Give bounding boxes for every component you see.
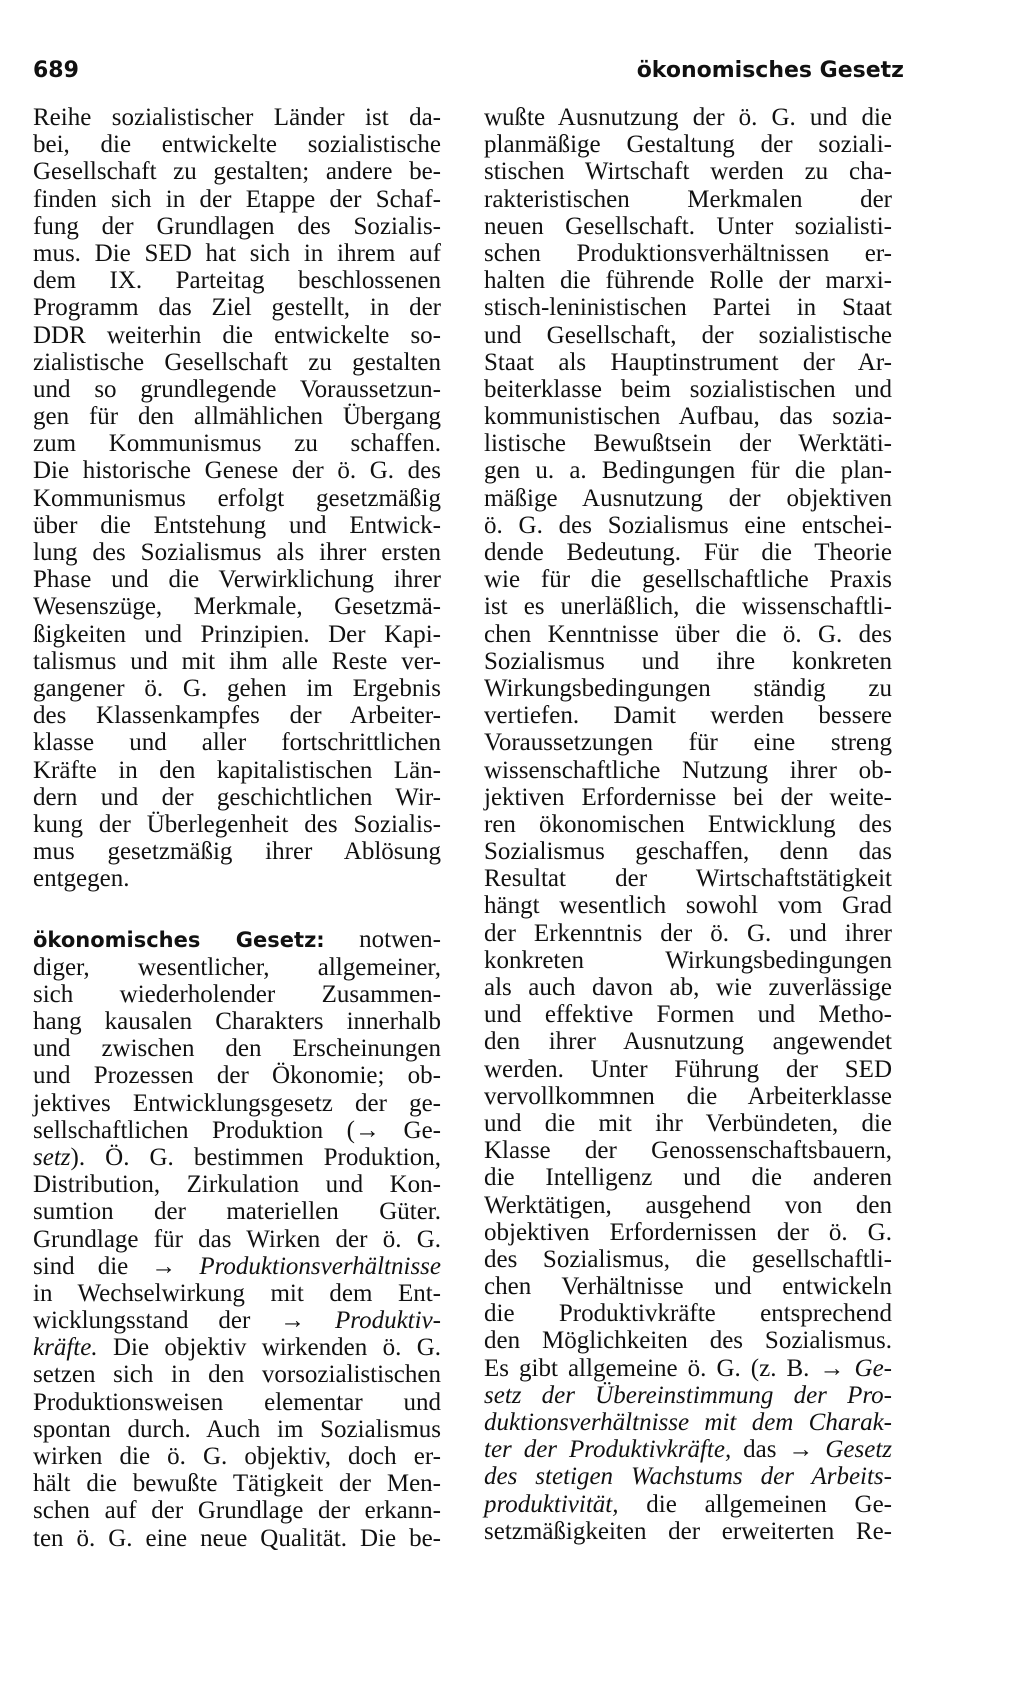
text-line: Klasse der Genossenschaftsbauern, (484, 1137, 892, 1165)
left-column (33, 104, 441, 1552)
text-line: Gesellschaft zu gestalten; andere be- (33, 158, 441, 186)
text-line: fung der Grundlagen des Sozialis- (33, 212, 441, 240)
text-line: Phase und die Verwirklichung ihrer (33, 566, 441, 594)
entry-line: Produktionsweisen elementar und (33, 1388, 441, 1416)
page-number: 689 (33, 58, 79, 83)
text-line: Kommunismus erfolgt gesetzmäßig (33, 484, 441, 512)
text-line: und so grundlegende Voraussetzun- (33, 375, 441, 403)
entry-line: diger, wesentlicher, allgemeiner, (33, 953, 441, 981)
dictionary-entry (33, 926, 441, 1551)
cross-reference: Produktionsverhältnisse (199, 1252, 441, 1280)
entry-line: sind die → Produktionsverhältnisse (33, 1252, 441, 1280)
entry-line: Distribution, Zirkulation und Kon- (33, 1171, 441, 1199)
text-line: gen für den allmählichen Übergang (33, 403, 441, 431)
text-line: Programm das Ziel gestellt, in der (33, 294, 441, 322)
entry-line: spontan durch. Auch im Sozialismus (33, 1415, 441, 1443)
right-paragraph (484, 104, 892, 1355)
text-line: dende Bedeutung. Für die Theorie (484, 539, 892, 566)
text-line: den Möglichkeiten des Sozialismus. (484, 1327, 892, 1355)
page-header (33, 58, 904, 92)
text-line (484, 1409, 892, 1436)
text-line: planmäßige Gestaltung der soziali- (484, 131, 892, 159)
text-line: neuen Gesellschaft. Unter sozialisti- (484, 212, 892, 240)
cross-reference: kräfte. (33, 1334, 98, 1362)
text-line: produktivität, die allgemeinen Ge- (484, 1490, 892, 1518)
text-line: werden. Unter Führung der SED (484, 1055, 892, 1083)
text-line: halten die führende Rolle der marxi- (484, 267, 892, 295)
text-line: der Erkenntnis der ö. G. und ihrer (484, 919, 892, 947)
entry-line: jektives Entwicklungsgesetz der ge- (33, 1089, 441, 1117)
text-line: finden sich in der Etappe der Schaf- (33, 185, 441, 213)
text-line: gangener ö. G. gehen im Ergebnis (33, 674, 441, 702)
text-line: ren ökonomischen Entwicklung des (484, 810, 892, 838)
entry-line: hang kausalen Charakters innerhalb (33, 1008, 441, 1035)
cross-reference: Gesetz (825, 1436, 892, 1464)
text-line (484, 1463, 892, 1490)
text-line: objektiven Erfordernissen der ö. G. (484, 1218, 892, 1246)
text-line: dern und der geschichtlichen Wir- (33, 783, 441, 811)
text-line: des Klassenkampfes der Arbeiter- (33, 702, 441, 730)
cross-reference: setz der Übereinstimmung der Pro- (484, 1381, 892, 1409)
text-line: und die mit ihr Verbündeten, die (484, 1109, 892, 1137)
text-line: stischen Wirtschaft werden zu cha- (484, 158, 892, 186)
cross-reference: des stetigen Wachstums der Arbeits- (484, 1463, 892, 1491)
entry-line: ökonomisches Gesetz: notwen- (33, 926, 441, 954)
text-line: setzmäßigkeiten der erweiterten Re- (484, 1517, 892, 1545)
text-line: Resultat der Wirtschaftstätigkeit (484, 865, 892, 893)
entry-line: wirken die ö. G. objektiv, doch er- (33, 1443, 441, 1470)
text-line: talismus und mit ihm alle Reste ver- (33, 647, 441, 675)
entry-line: schen auf der Grundlage der erkann- (33, 1497, 441, 1525)
right-column (484, 104, 892, 1545)
cross-reference: produktivität, (484, 1490, 619, 1518)
text-line: entgegen. (33, 865, 130, 893)
entry-line: setzen sich in den vorsozialistischen (33, 1361, 441, 1389)
text-line: ßigkeiten und Prinzipien. Der Kapi- (33, 620, 441, 648)
text-line: des Sozialismus, die gesellschaftli- (484, 1245, 892, 1273)
text-line: konkreten Wirkungsbedingungen (484, 946, 892, 974)
entry-line: und zwischen den Erscheinungen (33, 1035, 441, 1063)
text-line: beiterklasse beim sozialistischen und (484, 375, 892, 403)
text-line: als auch davon ab, wie zuverlässige (484, 974, 892, 1001)
text-line: Sozialismus und ihre konkreten (484, 647, 892, 675)
text-line: hängt wesentlich sowohl vom Grad (484, 892, 892, 920)
text-line: rakteristischen Merkmalen der (484, 185, 892, 213)
text-line: mus gesetzmäßig ihrer Ablösung (33, 838, 441, 866)
left-paragraph (33, 104, 441, 892)
text-line: Voraussetzungen für eine streng (484, 729, 892, 757)
text-line: schen Produktionsverhältnissen er- (484, 239, 892, 267)
text-line: lung des Sozialismus als ihrer ersten (33, 539, 441, 566)
text-line: chen Kenntnisse über die ö. G. des (484, 620, 892, 648)
text-line: jektiven Erfordernisse bei der weite- (484, 783, 892, 811)
text-line: gen u. a. Bedingungen für die plan- (484, 457, 892, 485)
entry-line: sellschaftlichen Produktion (→ Ge- (33, 1116, 441, 1144)
text-line: wie für die gesellschaftliche Praxis (484, 566, 892, 594)
text-line: wußte Ausnutzung der ö. G. und die (484, 104, 892, 131)
entry-line: und Prozessen der Ökonomie; ob- (33, 1062, 441, 1090)
text-line (484, 1382, 892, 1409)
running-head: ökonomisches Gesetz (636, 58, 904, 83)
entry-line: kräfte. Die objektiv wirkenden ö. G. (33, 1334, 441, 1362)
text-line: ö. G. des Sozialismus eine entschei- (484, 511, 892, 539)
text-line: kommunistischen Aufbau, das sozia- (484, 403, 892, 431)
entry-line: ten ö. G. eine neue Qualität. Die be- (33, 1524, 441, 1552)
text-line: den ihrer Ausnutzung angewendet (484, 1028, 892, 1056)
text-line: Sozialismus geschaffen, denn das (484, 838, 892, 866)
cross-reference: Ge- (854, 1354, 892, 1382)
text-line: dem IX. Parteitag beschlossenen (33, 267, 441, 295)
text-line: DDR weiterhin die entwickelte so- (33, 321, 441, 349)
text-line: Staat als Hauptinstrument der Ar- (484, 348, 892, 376)
text-line: wissenschaftliche Nutzung ihrer ob- (484, 756, 892, 784)
text-line: Reihe sozialistischer Länder ist da- (33, 104, 441, 131)
text-line: vertiefen. Damit werden bessere (484, 702, 892, 730)
text-line: zialistische Gesellschaft zu gestalten (33, 348, 441, 376)
text-line: klasse und aller fortschrittlichen (33, 729, 441, 757)
text-line: die Produktivkräfte entsprechend (484, 1300, 892, 1328)
text-line: und Gesellschaft, der sozialistische (484, 321, 892, 349)
entry-line: Grundlage für das Wirken der ö. G. (33, 1225, 441, 1253)
cross-reference: ter der Produktivkräfte, (484, 1436, 732, 1464)
entry-headword: ökonomisches Gesetz: (33, 928, 325, 953)
text-line: Wirkungsbedingungen ständig zu (484, 674, 892, 702)
entry-line: hält die bewußte Tätigkeit der Men- (33, 1470, 441, 1498)
text-line: und effektive Formen und Metho- (484, 1001, 892, 1029)
entry-line: in Wechselwirkung mit dem Ent- (33, 1279, 441, 1307)
text-line: die Intelligenz und die anderen (484, 1164, 892, 1192)
cross-reference: setz (33, 1143, 71, 1171)
text-line: bei, die entwickelte sozialistische (33, 131, 441, 159)
text-line: mus. Die SED hat sich in ihrem auf (33, 239, 441, 267)
text-line: stisch-leninistischen Partei in Staat (484, 294, 892, 322)
text-line: Kräfte in den kapitalistischen Län- (33, 756, 441, 784)
text-line: kung der Überlegenheit des Sozialis- (33, 810, 441, 838)
text-line: ter der Produktivkräfte, das → Gesetz (484, 1436, 892, 1464)
text-line: Werktätigen, ausgehend von den (484, 1191, 892, 1219)
text-line: Die historische Genese der ö. G. des (33, 457, 441, 485)
entry-line: setz). Ö. G. bestimmen Produktion, (33, 1143, 441, 1171)
text-line: Wesenszüge, Merkmale, Gesetzmä- (33, 593, 441, 621)
text-line: mäßige Ausnutzung der objektiven (484, 484, 892, 512)
cross-reference: duktionsverhältnisse mit dem Charak- (484, 1409, 892, 1436)
text-line: ist es unerläßlich, die wissenschaftli- (484, 593, 892, 621)
text-line: listische Bewußtsein der Werktäti- (484, 430, 892, 458)
text-line: über die Entstehung und Entwick- (33, 511, 441, 539)
text-line: chen Verhältnisse und entwickeln (484, 1273, 892, 1301)
paragraph-gap (33, 892, 441, 926)
entry-line: sumtion der materiellen Güter. (33, 1198, 441, 1226)
text-line: zum Kommunismus zu schaffen. (33, 430, 441, 458)
text-line: vervollkommnen die Arbeiterklasse (484, 1082, 892, 1110)
cross-reference: Produktiv- (335, 1307, 441, 1335)
entry-line: wicklungsstand der → Produktiv- (33, 1307, 441, 1335)
entry-line: sich wiederholender Zusammen- (33, 980, 441, 1008)
text-line: Es gibt allgemeine ö. G. (z. B. → Ge- (484, 1354, 892, 1382)
